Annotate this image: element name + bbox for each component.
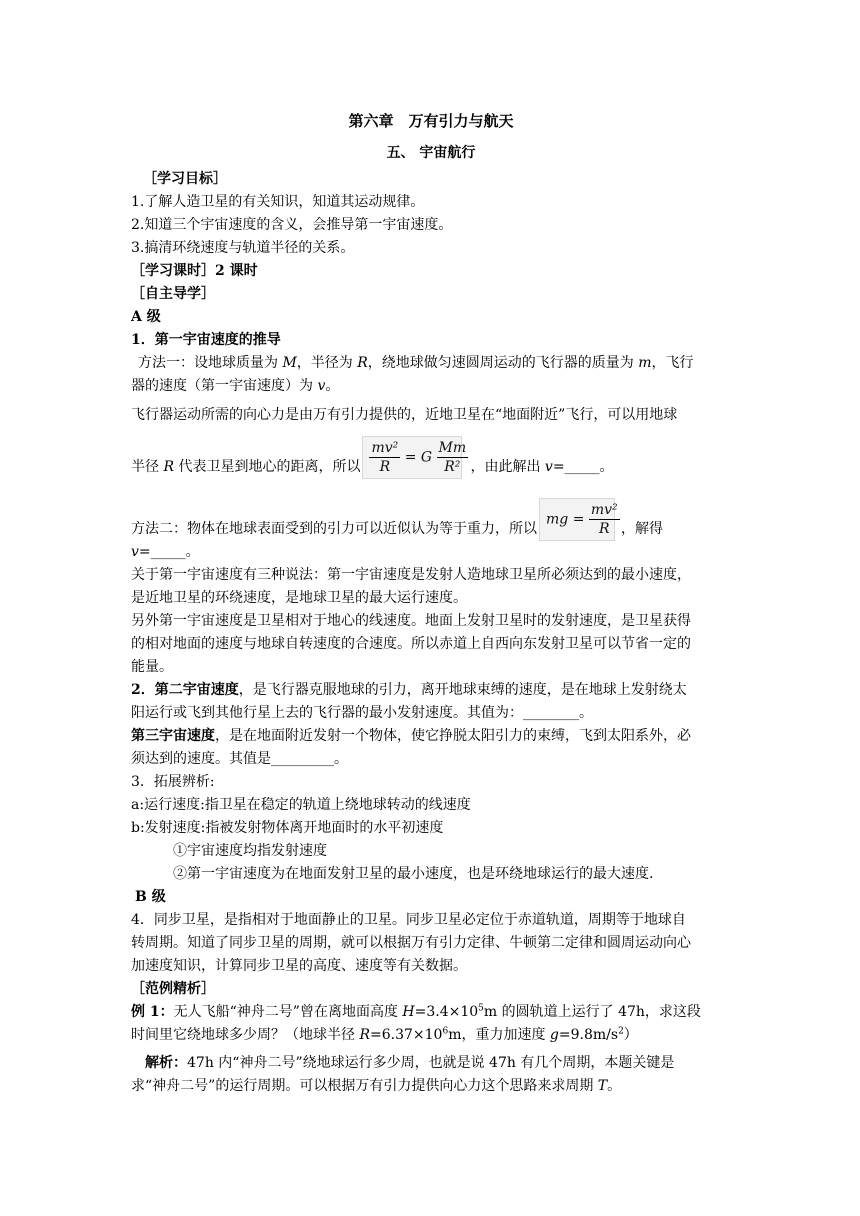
text-span: 方法二：物体在地球表面受到的引力可以近似认为等于重力，所以 <box>131 521 537 537</box>
method-1-line-2 <box>131 375 731 398</box>
hours-heading: ［学习课时］2 课时 <box>131 263 258 279</box>
text-span: ，飞行 <box>651 355 694 371</box>
self-study-heading: ［自主导学］ <box>131 286 215 302</box>
goals-heading: ［学习目标］ <box>143 171 227 187</box>
var-R: R <box>359 1027 370 1043</box>
var-g: g <box>549 1027 559 1043</box>
text-span: ） <box>623 1027 638 1043</box>
text-span: 无人飞船“神舟二号”曾在离地面高度 <box>173 1004 403 1020</box>
text-span: 47h 内“神舟二号”绕地球运行多少周，也就是说 47h 有几个周期，本题关键是 <box>187 1055 675 1071</box>
method-1-line-1 <box>131 352 731 375</box>
var-T: T <box>597 1078 608 1094</box>
var-v: v <box>317 378 326 394</box>
formula-image-1 <box>362 436 467 479</box>
formula-lhs: mg = <box>546 511 585 528</box>
fraction-denominator: R <box>379 459 391 475</box>
exponent: 5 <box>478 1003 484 1014</box>
formula-image-2 <box>539 498 618 541</box>
solution-line-2 <box>131 1075 731 1098</box>
section-title: 五、 宇宙航行 <box>386 145 476 161</box>
example-question-line-2 <box>131 1024 731 1047</box>
second-velocity-term: 2．第二宇宙速度 <box>131 682 239 698</box>
solution-label: 解析： <box>145 1055 187 1071</box>
var-m: m <box>638 355 652 371</box>
section-4-line-1: 4．同步卫星，是指相对于地面静止的卫星。同步卫星必定位于赤道轨道，周期等于地球自 <box>131 912 686 928</box>
section-1-heading: 1．第一宇宙速度的推导 <box>131 332 281 348</box>
first-velocity-para-line-2: 是近地卫星的环绕速度，是地球卫星的最大运行速度。 <box>131 590 467 606</box>
text-span: =3.4×10 <box>414 1004 479 1020</box>
text-span: ，是在地面附近发射一个物体，使它挣脱太阳引力的束缚，飞到太阳系外，必 <box>215 728 691 744</box>
exponent: 2 <box>618 1026 624 1037</box>
text-span: =6.37×10 <box>370 1027 443 1043</box>
fraction <box>437 439 469 476</box>
var-H: H <box>402 1004 415 1020</box>
fraction <box>589 501 620 538</box>
analysis-b: b:发射速度:指被发射物体离开地面时的水平初速度 <box>131 820 444 836</box>
first-velocity-para-line-1: 关于第一宇宙速度有三种说法：第一宇宙速度是发射人造地球卫星所必须达到的最小速度， <box>131 567 691 583</box>
second-velocity-line-1 <box>131 679 731 702</box>
method-1-formula-line <box>131 433 731 479</box>
document-body <box>131 110 731 1098</box>
text-span: 半径 <box>131 459 164 475</box>
first-velocity-para-line-4: 的相对地面的速度与地球自转速度的合速度。所以赤道上自西向东发射卫星可以节省一定的 <box>131 636 691 652</box>
text-span: 方法一：设地球质量为 <box>138 355 283 371</box>
equals-sign: = G <box>404 449 433 466</box>
second-velocity-line-2: 阳运行或飞到其他行星上去的飞行器的最小发射速度。其值为：________。 <box>131 705 593 721</box>
fraction-denominator: R² <box>444 459 461 475</box>
fraction <box>369 439 400 476</box>
text-span: ，由此解出 <box>470 459 545 475</box>
goal-item-1: 1.了解人造卫星的有关知识，知道其运动规律。 <box>131 194 425 210</box>
level-a-label: A 级 <box>131 309 161 325</box>
fraction-numerator: mv² <box>371 440 399 456</box>
goal-item-3: 3.搞清环绕速度与轨道半径的关系。 <box>131 240 355 256</box>
first-velocity-para-line-5: 能量。 <box>131 659 173 675</box>
text-span: ，解得 <box>621 521 663 537</box>
third-velocity-line-1 <box>131 725 731 748</box>
goal-item-2: 2.知道三个宇宙速度的含义，会推导第一宇宙速度。 <box>131 217 453 233</box>
method-2-answer-line <box>131 541 731 564</box>
method-2-formula-line <box>131 493 731 541</box>
chapter-title: 第六章 万有引力与航天 <box>348 112 514 130</box>
analysis-heading: 3．拓展辨析: <box>131 774 215 790</box>
var-v: v <box>131 544 139 560</box>
text-span: m 的圆轨道上运行了 47h，求这段 <box>483 1004 701 1020</box>
text-span: ，半径为 <box>296 355 358 371</box>
text-span: =9.8m/s <box>558 1027 619 1043</box>
var-R: R <box>357 355 368 371</box>
fraction-numerator: mv² <box>590 502 618 518</box>
solution-line-1 <box>131 1052 731 1075</box>
text-span: 代表卫星到地心的距离，所以 <box>174 459 361 475</box>
first-velocity-para-line-3: 另外第一宇宙速度是卫星相对于地心的线速度。地面上发射卫星时的发射速度，是卫星获得 <box>131 613 691 629</box>
var-R: R <box>163 459 174 475</box>
example-label: 例 1： <box>131 1004 174 1020</box>
text-span: ，绕地球做匀速圆周运动的飞行器的质量为 <box>367 355 639 371</box>
text-span: ，是飞行器克服地球的引力，离开地球束缚的速度，是在地球上发射绕太 <box>238 682 687 698</box>
fraction-numerator: Mm <box>438 440 467 456</box>
text-span: 时间里它绕地球多少周？（地球半径 <box>131 1027 360 1043</box>
example-question-line-1 <box>131 1001 731 1024</box>
level-b-label: B 级 <box>135 889 166 905</box>
text-span: 。 <box>325 378 340 394</box>
var-v: v <box>544 459 553 475</box>
method-1-line-3: 飞行器运动所需的向心力是由万有引力提供的，近地卫星在“地面附近”飞行，可以用地球 <box>131 407 678 423</box>
text-span: =_____。 <box>138 544 200 560</box>
analysis-c2: ②第一宇宙速度为在地面发射卫星的最小速度，也是环绕地球运行的最大速度. <box>173 866 654 882</box>
example-heading: ［范例精析］ <box>131 981 215 997</box>
var-M: M <box>282 355 297 371</box>
third-velocity-line-2: 须达到的速度。其值是_________。 <box>131 751 348 767</box>
fraction-denominator: R <box>599 521 610 537</box>
analysis-a: a:运行速度:指卫星在稳定的轨道上绕地球转动的线速度 <box>131 797 471 813</box>
section-4-line-2: 转周期。知道了同步卫星的周期，就可以根据万有引力定律、牛顿第二定律和圆周运动向心 <box>131 935 691 951</box>
section-4-line-3: 加速度知识，计算同步卫星的高度、速度等有关数据。 <box>131 958 467 974</box>
analysis-c1: ①宇宙速度均指发射速度 <box>173 843 327 859</box>
text-span: =_____。 <box>552 459 614 475</box>
third-velocity-term: 第三宇宙速度 <box>131 728 215 744</box>
text-span: m，重力加速度 <box>448 1027 550 1043</box>
text-span: 。 <box>607 1078 622 1094</box>
text-span: 求“神舟二号”的运行周期。可以根据万有引力提供向心力这个思路来求周期 <box>131 1078 598 1094</box>
text-span: 器的速度（第一宇宙速度）为 <box>131 378 318 394</box>
exponent: 6 <box>442 1026 449 1037</box>
